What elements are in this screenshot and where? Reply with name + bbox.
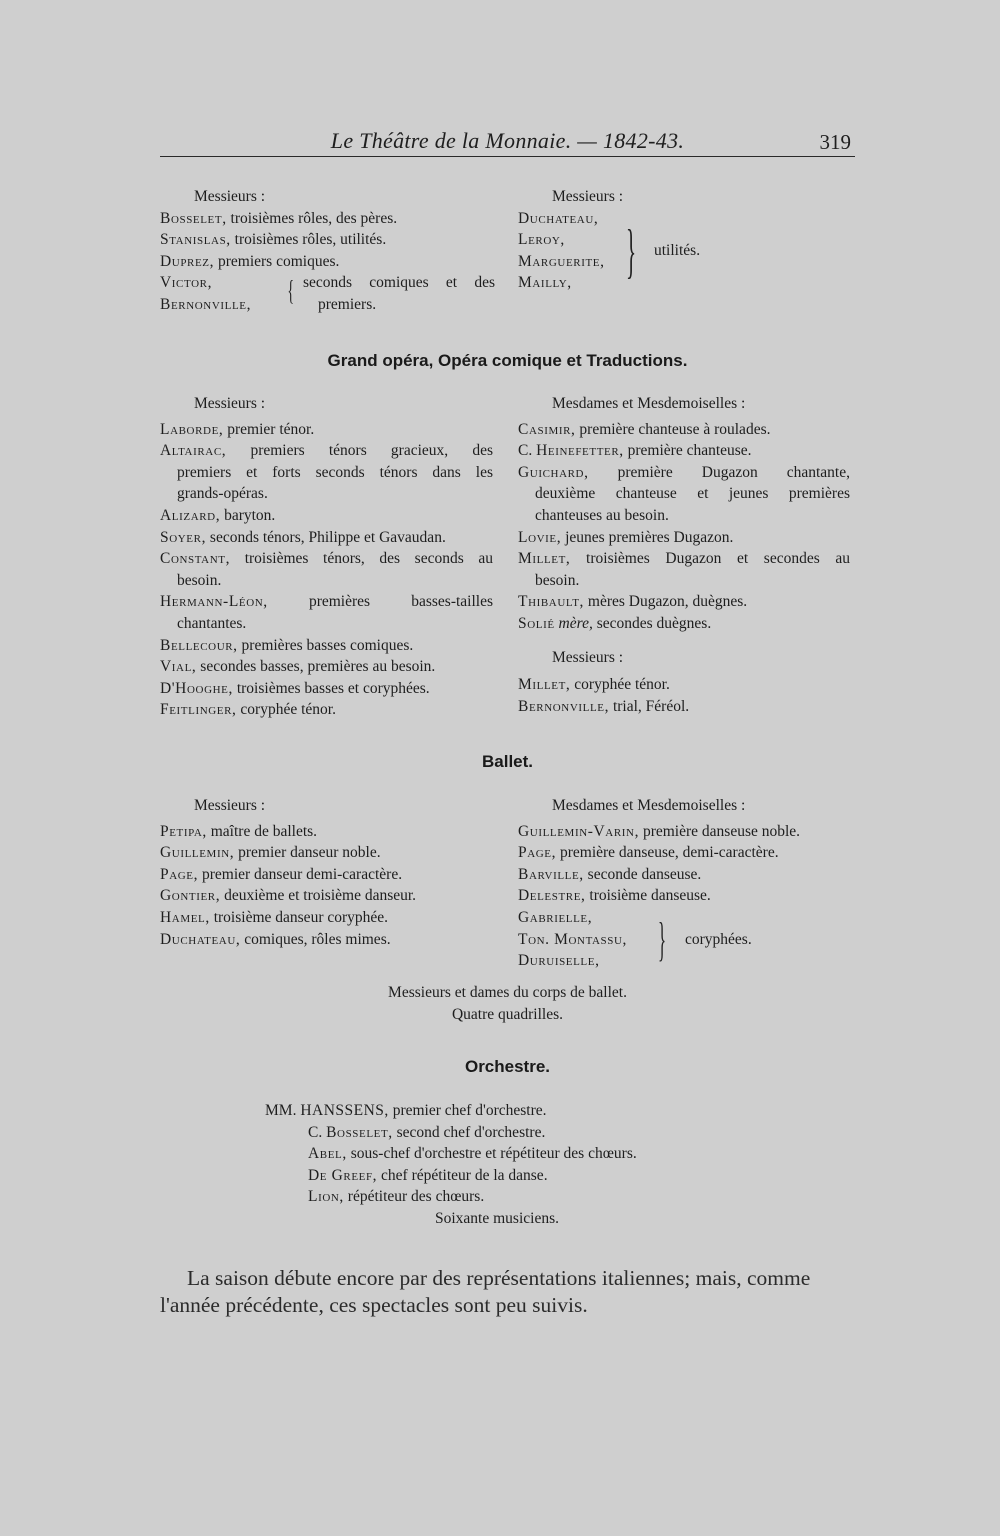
- section-title: Grand opéra, Opéra comique et Traductions.: [327, 351, 688, 370]
- cast-line-continued: chantantes.: [177, 614, 247, 632]
- column-heading: Messieurs :: [194, 395, 266, 412]
- top-right-column: [518, 186, 853, 295]
- cast-group: Gabrielle, Ton. Montassu, Duruiselle, } coryphées.: [518, 907, 858, 973]
- column-heading: Messieurs :: [194, 188, 266, 205]
- brace-icon: }: [658, 912, 667, 966]
- cast-line: Constant, troisièmes ténors, des seconds au: [160, 550, 493, 568]
- section-title: Ballet.: [481, 752, 534, 771]
- brace-icon: {: [287, 276, 295, 308]
- cast-line: C. Heinefetter, première chanteuse.: [518, 442, 752, 460]
- cast-line: Delestre, troisième danseuse.: [518, 887, 711, 905]
- grand-right-column: [518, 393, 850, 717]
- orchestra-line: MM. HANSSENS, premier chef d'orchestre.: [265, 1102, 547, 1119]
- cast-line: Barville, seconde danseuse.: [518, 865, 702, 883]
- cast-line-continued: chanteuses au besoin.: [535, 506, 669, 524]
- cast-line-continued: grands-opéras.: [177, 485, 268, 503]
- cast-line: Bernonville, trial, Féréol.: [518, 697, 690, 715]
- cast-line: Hamel, troisième danseur coryphée.: [160, 908, 389, 926]
- cast-line: Lovie, jeunes premières Dugazon.: [518, 528, 734, 546]
- cast-line: Soyer, seconds ténors, Philippe et Gavaudan.: [160, 528, 446, 546]
- column-heading: Messieurs :: [194, 797, 266, 814]
- cast-line-continued: deuxième chanteuse et jeunes premières: [535, 485, 850, 503]
- orchestra-line: De Greef, chef répétiteur de la danse.: [308, 1166, 548, 1184]
- cast-line: Duprez, premiers comiques.: [160, 252, 340, 270]
- cast-line: Guillemin, premier danseur noble.: [160, 844, 381, 862]
- cast-line: Petipa, maître de ballets.: [160, 822, 318, 840]
- cast-line: Duchateau, comiques, rôles mimes.: [160, 930, 391, 948]
- closing-paragraph: La saison débute encore par des représentations italiennes; mais, comme l'année précédente, ces spectacles sont peu suivis.: [160, 1266, 811, 1317]
- cast-line: Alizard, baryton.: [160, 506, 276, 524]
- cast-group: Victor, Bernonville, { seconds comiques et des premiers.: [160, 274, 495, 313]
- cast-line: Altairac, premiers ténors gracieux, des: [160, 442, 493, 460]
- page-number: 319: [819, 130, 851, 154]
- grand-left-column: [160, 393, 493, 721]
- cast-line: Laborde, premier ténor.: [160, 420, 315, 438]
- cast-line: D'Hooghe, troisièmes basses et coryphées.: [160, 679, 430, 697]
- orchestra-footer: Soixante musiciens.: [435, 1209, 559, 1227]
- running-title: Le Théâtre de la Monnaie. — 1842-43.: [330, 128, 685, 153]
- running-header: [160, 120, 855, 157]
- section-title: Orchestre.: [464, 1057, 551, 1076]
- cast-line: Stanislas, troisièmes rôles, utilités.: [160, 231, 387, 249]
- brace-icon: }: [626, 217, 637, 284]
- orchestra-line: C. Bosselet, second chef d'orchestre.: [308, 1123, 546, 1141]
- cast-line: Page, premier danseur demi-caractère.: [160, 865, 403, 883]
- column-heading: Mesdames et Mesdemoiselles :: [552, 797, 746, 814]
- ballet-right-column: [518, 795, 858, 973]
- cast-line-continued: besoin.: [177, 571, 222, 589]
- column-heading: Mesdames et Mesdemoiselles :: [552, 395, 746, 412]
- orchestra-line: Lion, répétiteur des chœurs.: [308, 1188, 485, 1206]
- cast-line: Gontier, deuxième et troisième danseur.: [160, 887, 417, 905]
- cast-line: Thibault, mères Dugazon, duègnes.: [518, 593, 748, 611]
- cast-line: Guichard, première Dugazon chantante,: [518, 463, 850, 481]
- cast-line: Guillemin-Varin, première danseuse noble.: [518, 822, 801, 840]
- corps-de-ballet-line: Messieurs et dames du corps de ballet.: [388, 984, 627, 1001]
- cast-line: Solié mère, secondes duègnes.: [518, 614, 712, 632]
- cast-line: Hermann-Léon, premières basses-tailles: [160, 593, 494, 611]
- cast-group: Duchateau, Leroy, Marguerite, Mailly, } utilités.: [518, 208, 853, 295]
- column-heading: Messieurs :: [552, 648, 624, 666]
- cast-line-continued: premiers et forts seconds ténors dans les: [177, 463, 493, 481]
- orchestra-list: [265, 1100, 637, 1230]
- column-heading: Messieurs :: [552, 188, 624, 205]
- cast-line: Page, première danseuse, demi-caractère.: [518, 844, 779, 862]
- orchestra-line: Abel, sous-chef d'orchestre et répétiteur des chœurs.: [308, 1145, 637, 1163]
- cast-line: Vial, secondes basses, premières au besoin.: [160, 658, 436, 676]
- cast-line: Millet, coryphée ténor.: [518, 676, 670, 694]
- cast-line: Feitlinger, coryphée ténor.: [160, 701, 336, 719]
- cast-line: Millet, troisièmes Dugazon et secondes au: [518, 550, 851, 568]
- top-left-column: [160, 186, 495, 315]
- cast-line: Bosselet, troisièmes rôles, des pères.: [160, 209, 398, 227]
- ballet-left-column: [160, 795, 495, 950]
- cast-line-continued: besoin.: [535, 571, 580, 589]
- cast-line: Bellecour, premières basses comiques.: [160, 636, 414, 654]
- quadrilles-line: Quatre quadrilles.: [451, 1006, 564, 1023]
- cast-line: Casimir, première chanteuse à roulades.: [518, 420, 771, 438]
